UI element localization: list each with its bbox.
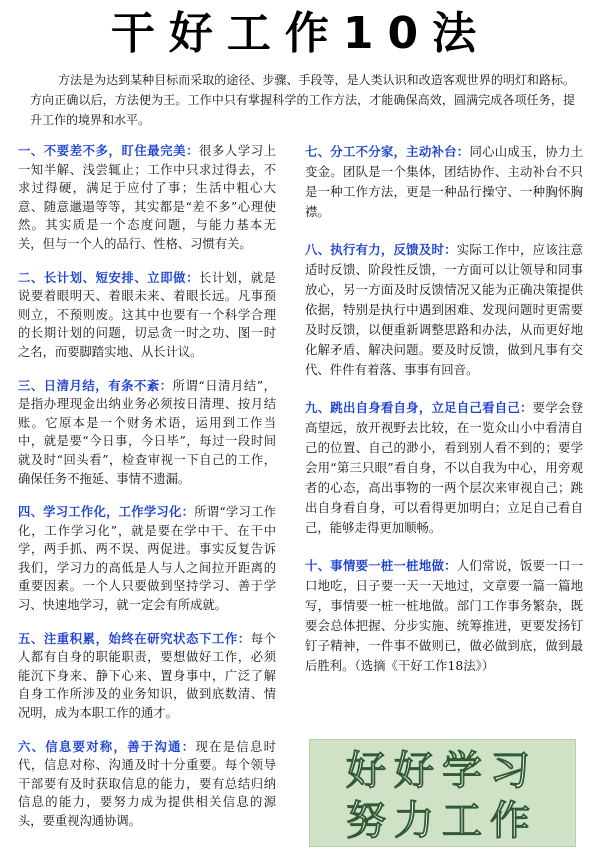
method-body: 长计划，就是说要着眼明天、着眼未来、着眼长远。凡事预则立，不预则废。这其中也要有一个科学合理的长期计划的问题，切忌贪一时之功、图一时之名，而要脚踏实地、从长计议。 xyxy=(18,270,276,359)
method-item-4 xyxy=(18,503,276,615)
method-item-7 xyxy=(305,142,583,222)
method-body: 很多人学习上一知半解、浅尝辄止；工作中只求过得去，不求过得硬，满足于应付了事；生活中粗心大意、随意邋遢等等，其实都是“差不多”心理使然。其实质是一个态度问题，与能力基本无关，但与一个人的品行、性格、习惯有关。 xyxy=(18,144,276,251)
method-body: 人们常说，饭要一口一口地吃，日子要一天一天地过，文章要一篇一篇地写，事情要一桩一桩地做。部门工作事务繁杂，既要会总体把握、分步实施、统筹推进，更要发扬钉钉子精神，一件事不做则已，做必做到底，做到最后胜利。（选摘《干好工作18法》） xyxy=(305,558,584,673)
right-column xyxy=(305,142,583,694)
method-item-8 xyxy=(305,240,583,380)
calligraphy-image xyxy=(309,739,576,847)
method-heading: 三、日清月结，有条不紊： xyxy=(18,377,173,393)
left-column xyxy=(18,142,276,846)
method-heading: 五、注重积累，始终在研究状态下工作： xyxy=(18,630,251,646)
method-item-10 xyxy=(305,556,583,676)
method-body: 所谓“学习工作化，工作学习化”，就是要在学中干、在干中学，两手抓、两不误、两促进。事实反复告诉我们，学习力的高低是人与人之间拉开距离的重要因素。一个人只要做到坚持学习、善于学习、快速地学习，就一定会有所成就。 xyxy=(18,505,276,613)
method-heading: 八、执行有力，反馈及时： xyxy=(305,242,457,257)
method-heading: 一、不要差不多，盯住最完美： xyxy=(18,143,200,158)
method-item-9 xyxy=(305,398,583,538)
method-heading: 十、事情要一桩一桩地做： xyxy=(305,558,457,573)
method-body: 所谓“日清月结”，是指办理现金出纳业务必须按日清理、按月结账。它原本是一个财务术语，运用到工作当中，就是要“今日事，今日毕”，每过一段时间就及时“回头看”，检查审视一下自己的工作，确保任务不拖延、事情不遗漏。 xyxy=(18,378,276,486)
method-heading: 七、分工不分家，主动补台： xyxy=(305,144,470,159)
method-item-5 xyxy=(18,630,276,723)
method-item-1 xyxy=(18,142,276,254)
page-title: 干好工作10法 xyxy=(110,8,491,59)
method-heading: 四、学习工作化，工作学习化： xyxy=(18,504,195,520)
method-body: 同心山成玉，协力土变金。团队是一个集体，团结协作、主动补台不只是一种工作方法，更是一种品行操守、一种胸怀胸襟。 xyxy=(305,144,584,219)
method-body: 要学会登高望远，放开视野去比较，在一览众山小中看清自己的位置、自己的渺小，看到别人看不到的；要学会用“第三只眼”看自身，不以自我为中心，用旁观者的心态，高出事物的一两个层次来审视自己；跳出自身看自身，可以看得更加明白；立足自己看自己，能够走得更加顺畅。 xyxy=(305,400,584,535)
intro-paragraph: 方法是为达到某种目标而采取的途径、步骤、手段等，是人类认识和改造客观世界的明灯和路标。方向正确以后，方法便为王。工作中只有掌握科学的工作方法，才能确保高效，圆满完成各项任务，提升工作的境界和水平。 xyxy=(30,73,575,127)
method-item-6 xyxy=(18,738,276,831)
method-body: 现在是信息时代，信息对称、沟通及时十分重要。每个领导干部要有及时获取信息的能力，要有总结归纳信息的能力，要努力成为提供相关信息的源头，要重视沟通协调。 xyxy=(18,739,276,828)
method-item-2 xyxy=(18,269,276,362)
calligraphy-line-2: 努力工作 xyxy=(346,797,538,844)
method-item-3 xyxy=(18,377,276,489)
method-heading: 九、跳出自身看自身，立足自己看自己： xyxy=(305,400,533,415)
method-heading: 六、信息要对称，善于沟通： xyxy=(18,738,196,754)
method-heading: 二、长计划、短安排、立即做： xyxy=(18,269,200,285)
method-body: 实际工作中，应该注意适时反馈、阶段性反馈，一方面可以让领导和同事放心，另一方面及时反馈情况又能为正确决策提供依据，特别是执行中遇到困难、发现问题时更需要及时反馈，以便重新调整思路和办法，从而更好地化解矛盾、解决问题。要及时反馈，做到凡事有交代、件件有着落、事事有回音。 xyxy=(305,242,584,377)
calligraphy-line-1: 好好学习 xyxy=(346,747,538,794)
method-body: 每个人都有自身的职能职责，要想做好工作，必须能沉下身来、静下心来、置身事中，广泛了解自身工作所涉及的业务知识，做到底数清、情况明，成为本职工作的通才。 xyxy=(18,631,276,721)
